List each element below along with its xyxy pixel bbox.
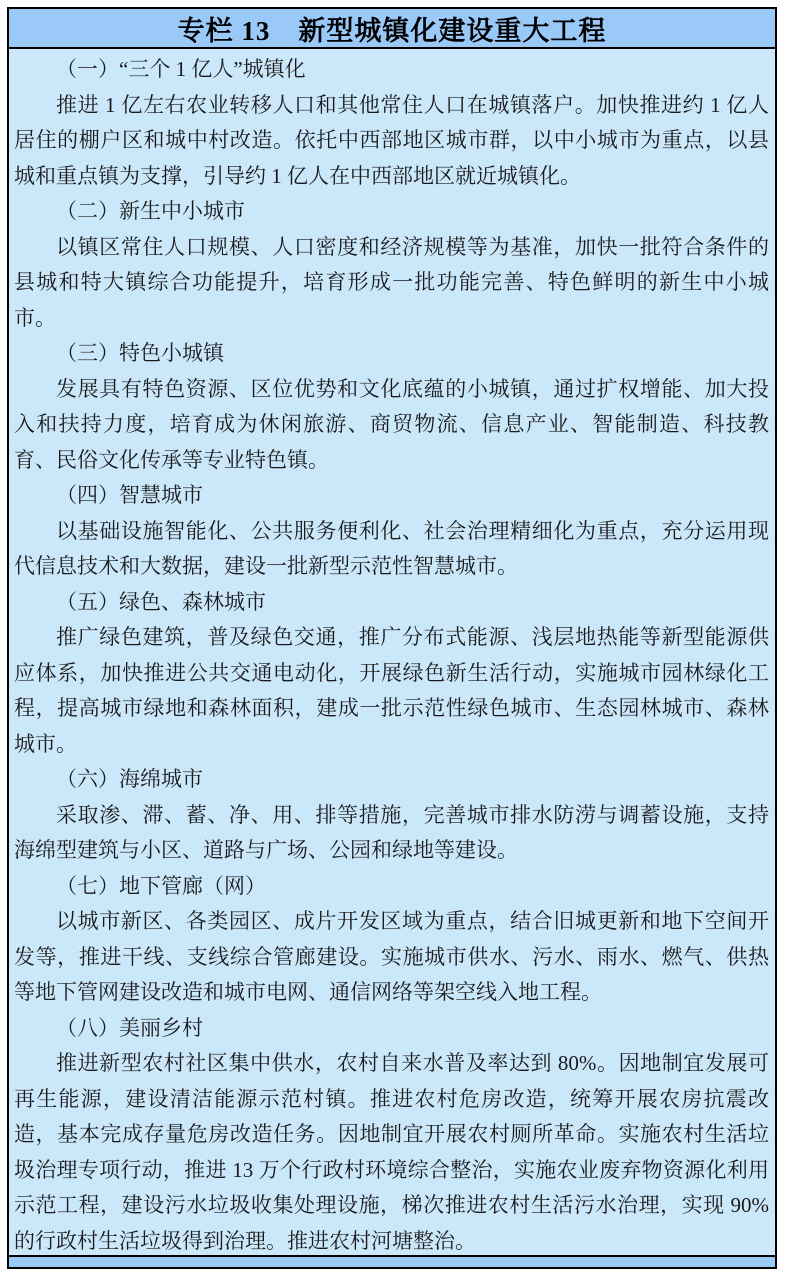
section-body-7: 以城市新区、各类园区、成片开发区域为重点，结合旧城更新和地下空间开发等，推进干线、支线综合管廊建设。实施城市供水、污水、雨水、燃气、供热等地下管网建设改造和城市电网、通信网络等架空线入地工程。 xyxy=(14,909,769,1004)
section-heading-7: （七）地下管廊（网） xyxy=(56,873,266,898)
section-heading-8: （八）美丽乡村 xyxy=(56,1015,203,1040)
section-body-5: 推广绿色建筑，普及绿色交通，推广分布式能源、浅层地热能等新型能源供应体系，加快推进公共交通电动化，开展绿色新生活行动，实施城市园林绿化工程，提高城市绿地和森林面积，建成一批示范性绿色城市、生态园林城市、森林城市。 xyxy=(14,625,769,756)
panel-title: 专栏 13 新型城镇化建设重大工程 xyxy=(177,15,607,46)
section-body-4: 以基础设施智能化、公共服务便利化、社会治理精细化为重点，充分运用现代信息技术和大数据，建设一批新型示范性智慧城市。 xyxy=(14,518,769,578)
panel-footer xyxy=(9,1255,775,1267)
section-heading-3: （三）特色小城镇 xyxy=(56,341,224,365)
panel-header xyxy=(9,9,775,49)
section-heading-4: （四）智慧城市 xyxy=(56,483,203,507)
section-heading-6: （六）海绵城市 xyxy=(56,767,203,791)
textbox-panel xyxy=(7,7,777,1269)
section-body-1: 推进 1 亿左右农业转移人口和其他常住人口在城镇落户。加快推进约 1 亿人居住的棚户区和城中村改造。依托中西部地区城市群，以中小城市为重点，以县城和重点镇为支撑，引导约 1 亿人在中西部地区就近城镇化。 xyxy=(14,92,769,188)
section-heading-5: （五）绿色、森林城市 xyxy=(56,589,266,614)
section-body-6: 采取渗、滞、蓄、净、用、排等措施，完善城市排水防涝与调蓄设施，支持海绵型建筑与小区、道路与广场、公园和绿地等建设。 xyxy=(14,802,769,862)
section-body-3: 发展具有特色资源、区位优势和文化底蕴的小城镇，通过扩权增能、加大投入和扶持力度，培育成为休闲旅游、商贸物流、信息产业、智能制造、科技教育、民俗文化传承等专业特色镇。 xyxy=(14,376,769,472)
section-body-8: 推进新型农村社区集中供水，农村自来水普及率达到 80%。因地制宜发展可再生能源，建设清洁能源示范村镇。推进农村危房改造，统筹开展农房抗震改造，基本完成存量危房改造任务。因地制宜开展农村厕所革命。实施农村生活垃圾治理专项行动，推进 13 万个行政村环境综合整治，实施农业废弃物资源化利用示范工程，建设污水垃圾收集处理设施，梯次推进农村生活污水治理，实现 90%的行政村生活垃圾得到治理。推进农村河塘整治。 xyxy=(14,1051,769,1253)
section-body-2: 以镇区常住人口规模、人口密度和经济规模等为基准，加快一批符合条件的县城和特大镇综合功能提升，培育形成一批功能完善、特色鲜明的新生中小城市。 xyxy=(14,234,769,330)
section-heading-2: （二）新生中小城市 xyxy=(56,199,245,223)
panel-body xyxy=(9,49,775,1255)
section-heading-1: （一）“三个 1 亿人”城镇化 xyxy=(56,57,306,81)
